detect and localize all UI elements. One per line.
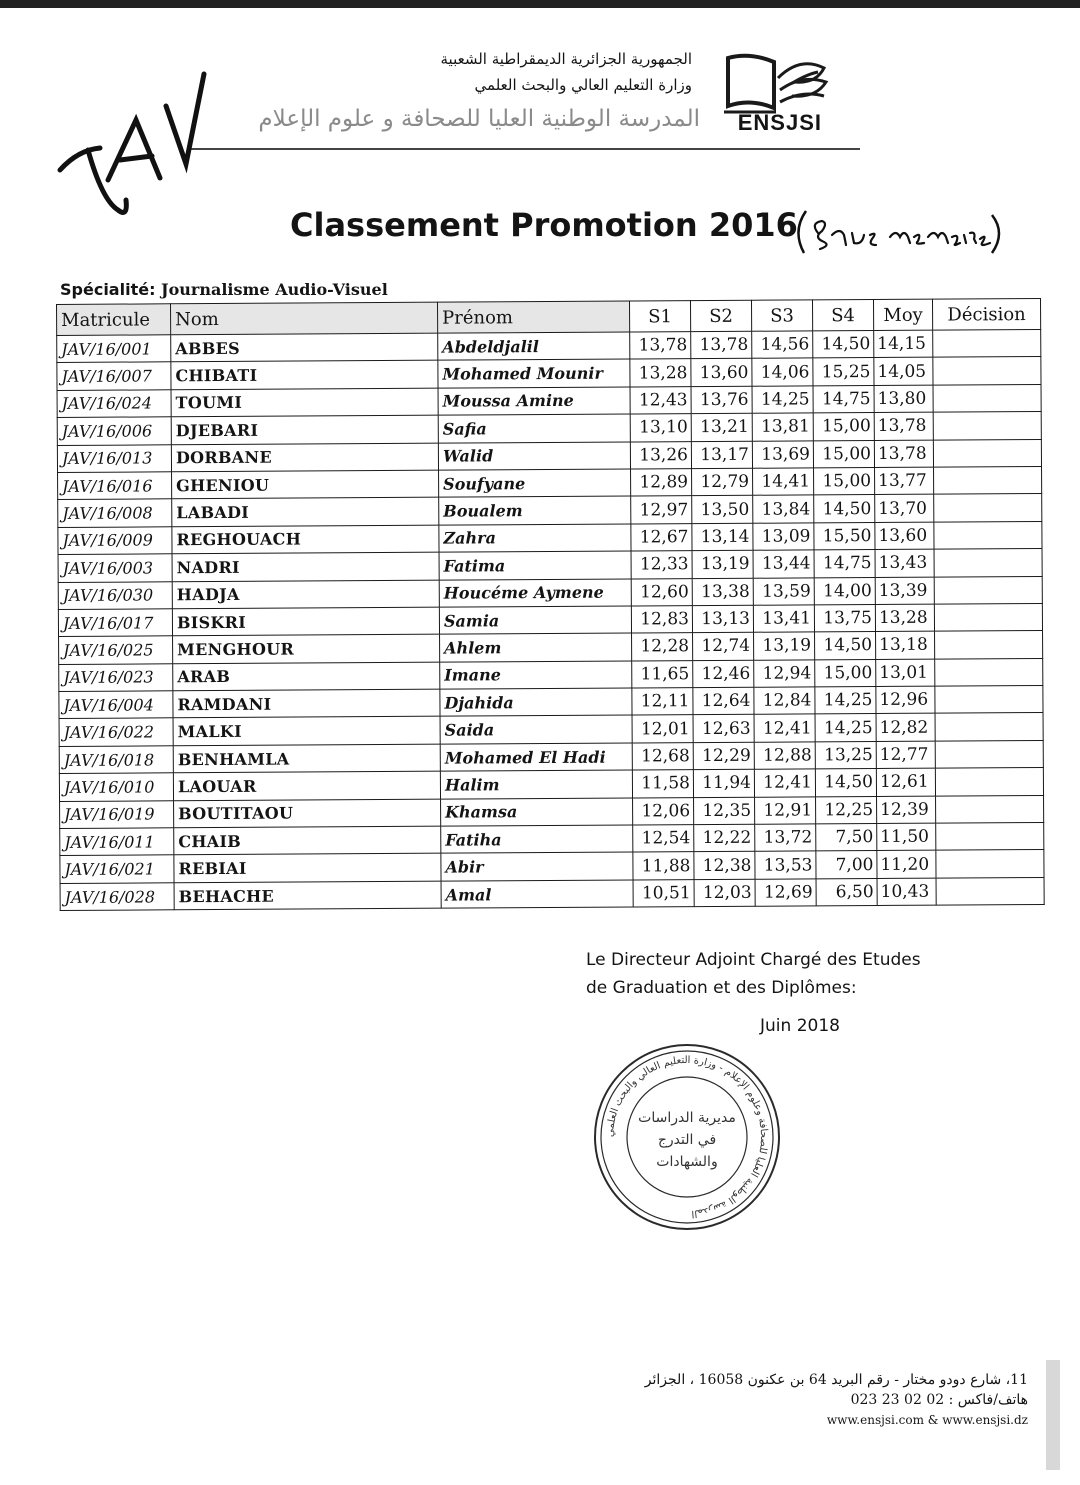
cell-s4: 15,00: [814, 467, 875, 495]
cell-s2: 12,35: [694, 797, 755, 825]
handwritten-jav-mark: [48, 60, 208, 230]
signature-title-line1: Le Directeur Adjoint Chargé des Etudes: [586, 950, 921, 970]
cell-s1: 13,10: [630, 414, 691, 442]
cell-prenom: Fatiha: [441, 825, 633, 854]
cell-s1: 12,97: [631, 496, 692, 524]
cell-nom: TOUMI: [171, 388, 438, 417]
cell-prenom: Soufyane: [439, 469, 631, 498]
cell-decision: [935, 631, 1043, 659]
cell-s1: 12,01: [632, 715, 693, 743]
cell-prenom: Walid: [438, 442, 630, 471]
cell-nom: BOUTITAOU: [174, 799, 441, 828]
cell-decision: [936, 795, 1044, 823]
cell-decision: [935, 686, 1043, 714]
cell-s3: 12,84: [754, 687, 815, 715]
cell-nom: BEHACHE: [174, 881, 441, 910]
cell-s2: 12,63: [693, 715, 754, 743]
cell-s1: 12,11: [632, 688, 693, 716]
cell-matricule: JAV/16/023: [59, 663, 173, 691]
cell-nom: CHAIB: [174, 826, 441, 855]
signature-block: [586, 946, 921, 1002]
cell-decision: [933, 439, 1041, 467]
cell-moy: 13,80: [874, 385, 933, 413]
cell-nom: NADRI: [172, 552, 439, 581]
cell-s2: 13,60: [691, 359, 752, 387]
cell-s1: 13,26: [630, 441, 691, 469]
cell-s3: 13,41: [753, 605, 814, 633]
cell-nom: ARAB: [173, 662, 440, 691]
cell-nom: ABBES: [171, 333, 438, 362]
cell-s3: 13,44: [753, 550, 814, 578]
specialty-value: Journalisme Audio-Visuel: [161, 280, 388, 299]
cell-s3: 12,94: [754, 660, 815, 688]
cell-prenom: Amal: [441, 880, 633, 909]
cell-decision: [934, 521, 1042, 549]
cell-prenom: Djahida: [440, 688, 632, 717]
cell-decision: [933, 329, 1041, 357]
cell-nom: DORBANE: [171, 443, 438, 472]
cell-s2: 13,13: [692, 605, 753, 633]
cell-decision: [936, 877, 1044, 905]
cell-s4: 7,00: [816, 851, 877, 879]
signature-date: Juin 2018: [760, 1016, 840, 1036]
cell-s1: 12,67: [631, 523, 692, 551]
cell-s4: 14,25: [815, 714, 876, 742]
cell-s2: 12,79: [692, 468, 753, 496]
cell-s4: 14,50: [814, 495, 875, 523]
cell-prenom: Abdeldjalil: [438, 332, 630, 361]
cell-s3: 14,25: [752, 386, 813, 414]
cell-moy: 13,77: [875, 467, 934, 495]
cell-s4: 15,25: [813, 358, 874, 386]
column-header-s1: S1: [629, 301, 690, 332]
cell-decision: [935, 658, 1043, 686]
cell-s2: 12,38: [694, 852, 755, 880]
cell-prenom: Moussa Amine: [438, 387, 630, 416]
header-divider: [190, 148, 860, 150]
cell-prenom: Safia: [438, 414, 630, 443]
cell-s4: 15,00: [813, 440, 874, 468]
cell-s3: 12,41: [754, 769, 815, 797]
cell-matricule: JAV/16/013: [57, 444, 171, 472]
cell-moy: 12,96: [876, 686, 935, 714]
cell-decision: [935, 740, 1043, 768]
cell-moy: 13,28: [875, 604, 934, 632]
cell-nom: BISKRI: [172, 607, 439, 636]
cell-decision: [934, 494, 1042, 522]
cell-s3: 12,69: [755, 879, 816, 907]
cell-prenom: Mohamed El Hadi: [440, 743, 632, 772]
svg-text:في التدرج: في التدرج: [657, 1132, 717, 1148]
cell-nom: REBIAI: [174, 854, 441, 883]
cell-moy: 13,78: [874, 440, 933, 468]
republic-line: الجمهورية الجزائرية الديمقراطية الشعبية: [440, 50, 692, 68]
cell-s2: 13,14: [692, 523, 753, 551]
cell-matricule: JAV/16/018: [59, 746, 173, 774]
table-body: [57, 329, 1044, 910]
cell-decision: [934, 603, 1042, 631]
cell-prenom: Samia: [439, 606, 631, 635]
cell-s4: 14,75: [814, 550, 875, 578]
table-row: [60, 877, 1044, 910]
cell-s4: 13,25: [815, 741, 876, 769]
cell-s2: 13,17: [691, 441, 752, 469]
cell-decision: [935, 713, 1043, 741]
cell-s2: 12,64: [693, 687, 754, 715]
school-name-arabic: المدرسة الوطنية العليا للصحافة و علوم الإعلام: [258, 106, 700, 132]
cell-prenom: Saida: [440, 715, 632, 744]
cell-s4: 15,00: [815, 659, 876, 687]
cell-prenom: Zahra: [439, 524, 631, 553]
cell-nom: BENHAMLA: [173, 744, 440, 773]
cell-s4: 14,00: [814, 577, 875, 605]
cell-matricule: JAV/16/003: [58, 554, 172, 582]
ranking-table-container: [56, 298, 1044, 911]
cell-prenom: Halim: [440, 770, 632, 799]
cell-matricule: JAV/16/021: [60, 855, 174, 883]
cell-s1: 12,06: [633, 797, 694, 825]
ministry-line: وزارة التعليم العالي والبحث العلمي: [474, 76, 692, 94]
cell-s4: 14,50: [815, 632, 876, 660]
column-header-prenom: Prénom: [437, 301, 629, 333]
cell-s1: 11,88: [633, 852, 694, 880]
cell-s2: 13,78: [691, 331, 752, 359]
cell-prenom: Imane: [440, 661, 632, 690]
cell-s1: 11,65: [632, 660, 693, 688]
cell-s3: 14,06: [752, 358, 813, 386]
cell-decision: [934, 576, 1042, 604]
cell-s3: 14,41: [753, 468, 814, 496]
cell-s4: 14,75: [813, 385, 874, 413]
cell-s2: 12,74: [693, 633, 754, 661]
footer-website: www.ensjsi.com & www.ensjsi.dz: [826, 1413, 1028, 1427]
cell-prenom: Abir: [441, 852, 633, 881]
column-header-matricule: Matricule: [57, 304, 171, 336]
cell-s3: 13,53: [755, 851, 816, 879]
cell-s1: 11,58: [632, 770, 693, 798]
cell-matricule: JAV/16/010: [59, 773, 173, 801]
cell-moy: 13,18: [876, 631, 935, 659]
cell-s1: 10,51: [633, 879, 694, 907]
cell-s1: 12,33: [631, 551, 692, 579]
cell-moy: 14,05: [874, 358, 933, 386]
cell-nom: DJEBARI: [171, 415, 438, 444]
column-header-nom: Nom: [171, 302, 438, 335]
official-stamp: [592, 1038, 782, 1236]
cell-prenom: Boualem: [439, 496, 631, 525]
ranking-table: [56, 298, 1045, 911]
handwritten-title-note: [792, 205, 1007, 257]
column-header-s4: S4: [812, 300, 873, 331]
cell-moy: 13,70: [875, 494, 934, 522]
cell-s4: 13,75: [814, 604, 875, 632]
cell-s2: 13,76: [691, 386, 752, 414]
cell-s2: 13,21: [691, 413, 752, 441]
cell-s4: 15,50: [814, 522, 875, 550]
column-header-decision: Décision: [932, 298, 1040, 330]
cell-matricule: JAV/16/009: [58, 527, 172, 555]
page-title: Classement Promotion 2016: [290, 206, 798, 244]
cell-nom: RAMDANI: [173, 689, 440, 718]
cell-s3: 13,59: [753, 577, 814, 605]
cell-decision: [933, 357, 1041, 385]
cell-moy: 10,43: [877, 878, 936, 906]
cell-prenom: Khamsa: [441, 798, 633, 827]
cell-moy: 12,77: [876, 741, 935, 769]
cell-s4: 12,25: [816, 796, 877, 824]
cell-nom: CHIBATI: [171, 361, 438, 390]
cell-s2: 13,50: [692, 496, 753, 524]
cell-s4: 6,50: [816, 878, 877, 906]
svg-text:مديرية الدراسات: مديرية الدراسات: [638, 1110, 736, 1126]
cell-decision: [934, 549, 1042, 577]
cell-s3: 13,72: [755, 824, 816, 852]
scan-top-edge: [0, 0, 1080, 8]
cell-s1: 12,60: [631, 578, 692, 606]
cell-matricule: JAV/16/017: [58, 609, 172, 637]
cell-decision: [935, 768, 1043, 796]
cell-s1: 13,28: [630, 359, 691, 387]
cell-s3: 14,56: [752, 331, 813, 359]
cell-matricule: JAV/16/025: [59, 636, 173, 664]
cell-matricule: JAV/16/004: [59, 691, 173, 719]
cell-nom: MALKI: [173, 717, 440, 746]
cell-s3: 12,91: [755, 797, 816, 825]
cell-moy: 14,15: [874, 330, 933, 358]
cell-prenom: Mohamed Mounir: [438, 359, 630, 388]
cell-nom: HADJA: [172, 580, 439, 609]
cell-decision: [933, 384, 1041, 412]
cell-prenom: Ahlem: [440, 633, 632, 662]
cell-nom: LAOUAR: [173, 771, 440, 800]
cell-s3: 13,19: [754, 632, 815, 660]
cell-nom: REGHOUACH: [172, 525, 439, 554]
cell-s1: 12,68: [632, 742, 693, 770]
cell-matricule: JAV/16/030: [58, 581, 172, 609]
signature-title-line2: de Graduation et des Diplômes:: [586, 978, 857, 998]
cell-nom: MENGHOUR: [173, 634, 440, 663]
cell-s3: 13,69: [752, 440, 813, 468]
cell-decision: [936, 823, 1044, 851]
cell-moy: 13,43: [875, 549, 934, 577]
cell-matricule: JAV/16/006: [57, 417, 171, 445]
cell-decision: [936, 850, 1044, 878]
specialty-label: Spécialité:: [60, 280, 156, 299]
cell-s3: 12,41: [754, 714, 815, 742]
cell-s4: 14,50: [813, 331, 874, 359]
cell-moy: 13,01: [876, 659, 935, 687]
cell-moy: 11,50: [877, 823, 936, 851]
cell-s4: 7,50: [816, 824, 877, 852]
cell-s1: 12,89: [631, 469, 692, 497]
cell-nom: GHENIOU: [172, 470, 439, 499]
cell-matricule: JAV/16/016: [58, 472, 172, 500]
cell-prenom: Fatima: [439, 551, 631, 580]
cell-matricule: JAV/16/011: [60, 828, 174, 856]
letterhead: [190, 44, 860, 152]
cell-s4: 15,00: [813, 413, 874, 441]
cell-decision: [933, 412, 1041, 440]
cell-matricule: JAV/16/024: [57, 390, 171, 418]
cell-matricule: JAV/16/001: [57, 335, 171, 363]
specialty-line: [60, 280, 388, 299]
cell-s4: 14,25: [815, 687, 876, 715]
cell-moy: 12,82: [876, 714, 935, 742]
footer-address: 11، شارع دودو مختار - رقم البريد 64 بن عكنون 16058 ، الجزائر: [644, 1372, 1028, 1388]
cell-moy: 13,39: [875, 577, 934, 605]
cell-moy: 12,39: [877, 796, 936, 824]
logo-text: ENSJSI: [737, 110, 822, 135]
cell-matricule: JAV/16/022: [59, 718, 173, 746]
cell-matricule: JAV/16/019: [60, 800, 174, 828]
cell-nom: LABADI: [172, 498, 439, 527]
cell-prenom: Houcéme Aymene: [439, 579, 631, 608]
cell-s1: 13,78: [630, 332, 691, 360]
cell-s2: 13,38: [692, 578, 753, 606]
cell-matricule: JAV/16/028: [60, 883, 174, 911]
cell-s2: 12,03: [694, 879, 755, 907]
cell-moy: 11,20: [877, 851, 936, 879]
cell-s1: 12,28: [632, 633, 693, 661]
cell-s1: 12,83: [631, 606, 692, 634]
cell-s2: 11,94: [693, 769, 754, 797]
footer-address-block: [645, 1370, 1028, 1430]
cell-s3: 12,88: [754, 742, 815, 770]
footer-phone: هاتف/فاكس : 02 02 23 023: [850, 1392, 1028, 1408]
cell-s3: 13,09: [753, 523, 814, 551]
cell-s2: 13,19: [692, 550, 753, 578]
cell-decision: [934, 466, 1042, 494]
cell-matricule: JAV/16/007: [57, 362, 171, 390]
column-header-moy: Moy: [873, 299, 932, 330]
cell-s2: 12,29: [693, 742, 754, 770]
svg-text:المدرسة الوطنية العليا للصحافة: المدرسة الوطنية العليا للصحافة وعلوم الإعلام - وزارة التعليم العالي والبحث العلمي: [604, 1054, 770, 1219]
cell-s4: 14,50: [815, 769, 876, 797]
column-header-s2: S2: [690, 300, 751, 331]
cell-moy: 13,78: [874, 412, 933, 440]
cell-s3: 13,81: [752, 413, 813, 441]
cell-moy: 13,60: [875, 522, 934, 550]
cell-s1: 12,43: [630, 386, 691, 414]
cell-matricule: JAV/16/008: [58, 499, 172, 527]
svg-text:والشهادات: والشهادات: [656, 1154, 718, 1170]
cell-s2: 12,46: [693, 660, 754, 688]
cell-s3: 13,84: [753, 495, 814, 523]
column-header-s3: S3: [751, 300, 812, 331]
cell-s2: 12,22: [694, 824, 755, 852]
cell-s1: 12,54: [633, 825, 694, 853]
cell-moy: 12,61: [876, 768, 935, 796]
scan-edge-mark: [1046, 1360, 1060, 1470]
